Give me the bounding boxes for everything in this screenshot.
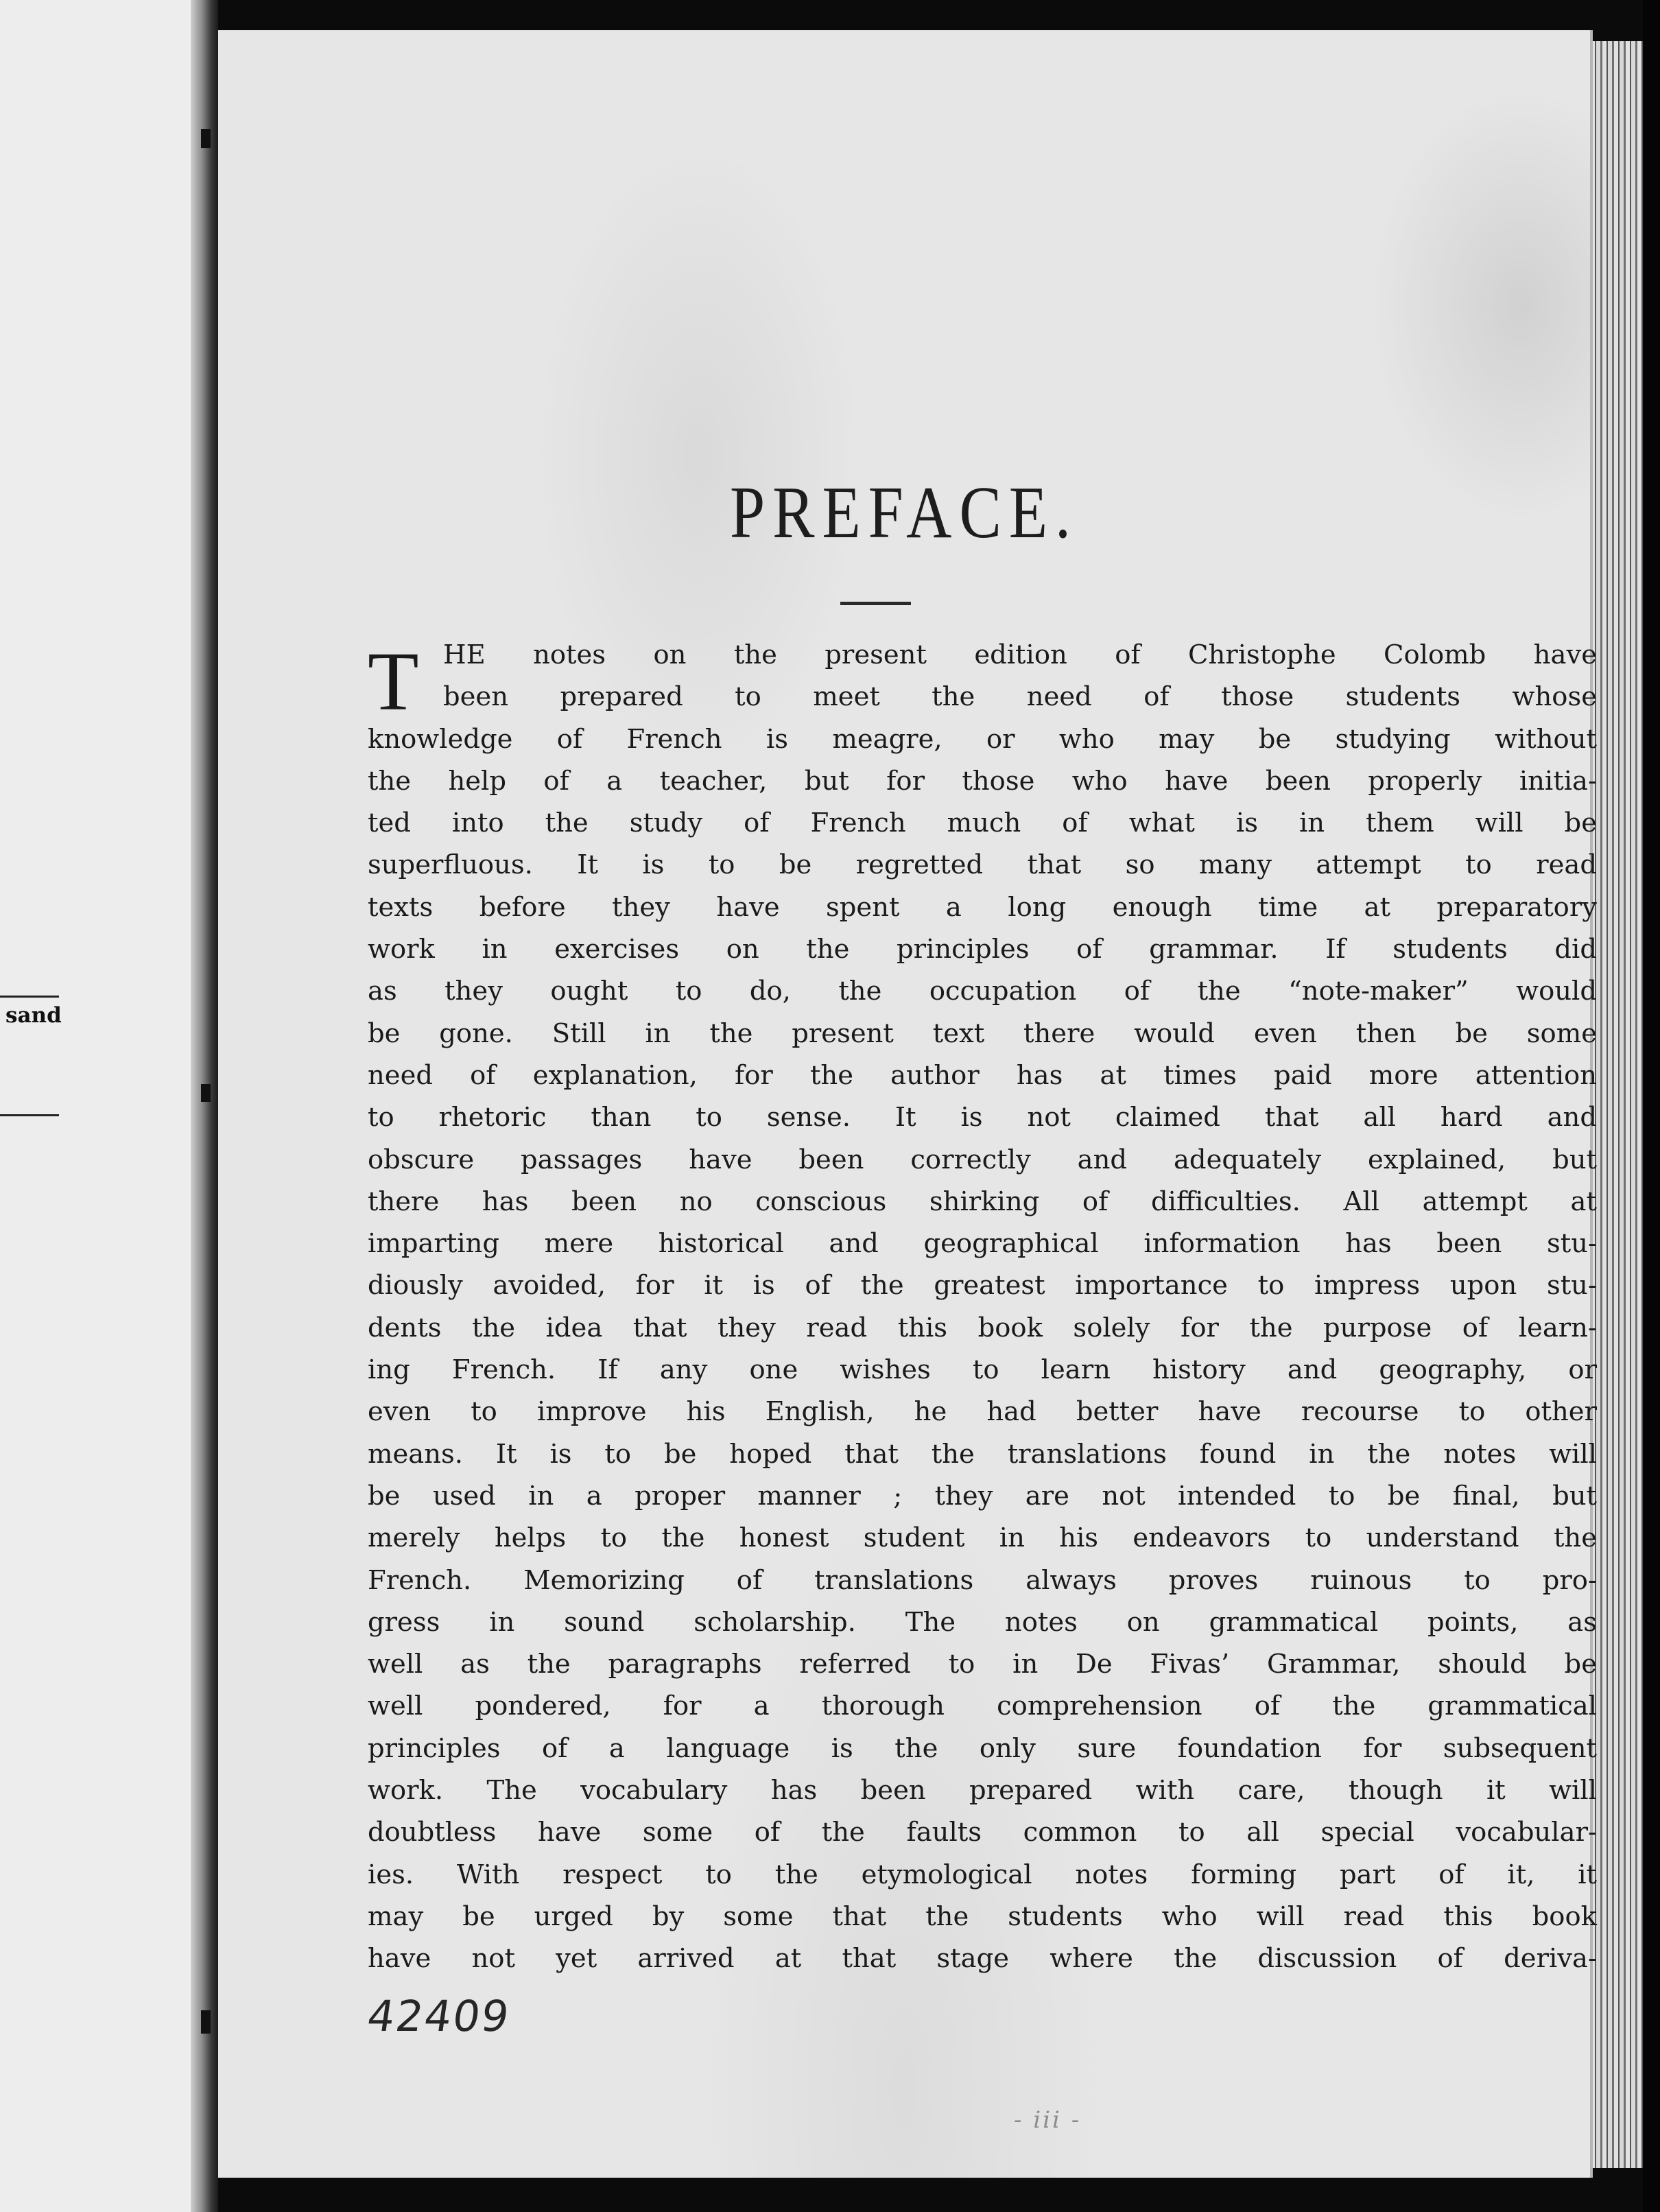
text-line: well as the paragraphs referred to in De Fivas’ Grammar, should be (368, 1649, 1597, 1680)
text-line: may be urged by some that the students who will read this book (368, 1901, 1597, 1932)
text-line: texts before they have spent a long enough time at preparatory (368, 891, 1597, 923)
text-line: principles of a language is the only sure foundation for subsequent (368, 1732, 1597, 1764)
text-line: obscure passages have been correctly and adequately explained, but (368, 1144, 1597, 1175)
text-line: knowledge of French is meagre, or who may be studying without (368, 723, 1597, 755)
text-line: gress in sound scholarship. The notes on grammatical points, as (368, 1606, 1597, 1638)
text-line: dents the idea that they read this book solely for the purpose of learn- (368, 1312, 1597, 1343)
book-gutter (191, 0, 218, 2212)
facing-page-rule (0, 1114, 59, 1116)
page-title: PREFACE. (729, 471, 1079, 554)
text-line: have not yet arrived at that stage where the discussion of deriva- (368, 1943, 1597, 1975)
drop-cap: T (368, 635, 419, 728)
text-line: imparting mere historical and geographical information has been stu- (368, 1228, 1597, 1260)
text-line: ing French. If any one wishes to learn history and geography, or (368, 1354, 1597, 1386)
facing-page-text-fragment: sand (5, 1003, 62, 1028)
preface-body (368, 634, 1597, 1980)
text-line: work in exercises on the principles of grammar. If students did (368, 934, 1597, 965)
page-number: - iii - (1014, 2106, 1082, 2134)
text-line: be gone. Still in the present text there would even then be some (368, 1017, 1597, 1049)
text-line: as they ought to do, the occupation of the “note-maker” would (368, 976, 1597, 1007)
facing-page (0, 0, 203, 2212)
binding-stitch (201, 1084, 211, 1102)
text-line: there has been no conscious shirking of difficulties. All attempt at (368, 1186, 1597, 1217)
text-line: to rhetoric than to sense. It is not claimed that all hard and (368, 1102, 1597, 1133)
text-line: French. Memorizing of translations always proves ruinous to pro- (368, 1564, 1597, 1596)
text-line: merely helps to the honest student in his endeavors to understand the (368, 1522, 1597, 1554)
text-line: doubtless have some of the faults common to all special vocabular- (368, 1817, 1597, 1848)
preface-page (218, 30, 1597, 2178)
text-line: be used in a proper manner ; they are not intended to be final, but (368, 1480, 1597, 1511)
text-line: need of explanation, for the author has at times paid more attention (368, 1059, 1597, 1091)
text-line: superfluous. It is to be regretted that so many attempt to read (368, 849, 1597, 881)
handwritten-accession-number: 42409 (364, 1991, 514, 2041)
binding-stitch (201, 129, 211, 148)
text-line: T HE notes on the present edition of Christophe Colomb have (368, 635, 1597, 728)
text-line: the help of a teacher, but for those who have been properly initia- (368, 765, 1597, 797)
text-line: means. It is to be hoped that the translations found in the notes will (368, 1438, 1597, 1470)
text-line: ted into the study of French much of what is in them will be (368, 808, 1597, 839)
text-line: ies. With respect to the etymological notes forming part of it, it (368, 1859, 1597, 1890)
binding-stitch (201, 2010, 211, 2034)
text-line: even to improve his English, he had better have recourse to other (368, 1396, 1597, 1428)
facing-page-rule (0, 996, 59, 998)
text-line: been prepared to meet the need of those students whose (443, 681, 1597, 713)
title-rule (840, 602, 911, 605)
text-line: well pondered, for a thorough comprehension of the grammatical (368, 1691, 1597, 1722)
scan-border (1643, 0, 1660, 2212)
text-line: diously avoided, for it is of the greatest importance to impress upon stu- (368, 1270, 1597, 1302)
text-line: work. The vocabulary has been prepared with care, though it will (368, 1775, 1597, 1807)
